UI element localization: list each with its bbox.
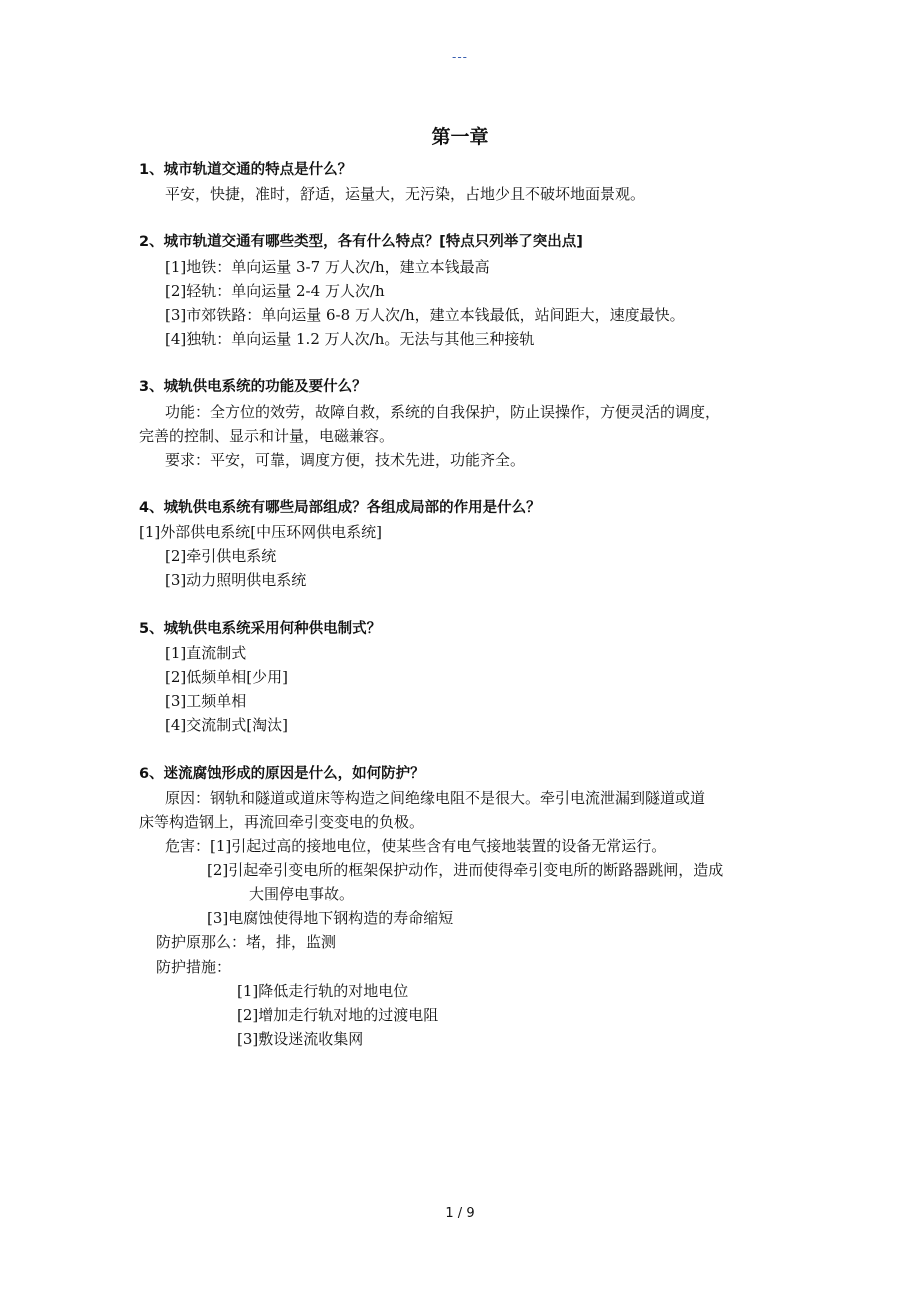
list-item: [3]动力照明供电系统 [165, 571, 307, 589]
list-item: [2]牵引供电系统 [165, 547, 277, 565]
harm-line-1: 危害：[1]引起过高的接地电位，使某些含有电气接地装置的设备无常运行。 [165, 837, 667, 855]
function-line-1: 功能：全方位的效劳，故障自救，系统的自我保护，防止误操作，方便灵活的调度， [165, 403, 721, 421]
answer-1: 平安，快捷，准时，舒适，运量大，无污染，占地少且不破坏地面景观。 [165, 185, 646, 203]
question-4: 4、城轨供电系统有哪些局部组成？各组成局部的作用是什么？ [139, 500, 541, 516]
list-item: [1]降低走行轨的对地电位 [237, 982, 409, 1000]
protection-measures-label: 防护措施： [156, 958, 232, 976]
list-item: [2]低频单相[少用] [165, 668, 288, 686]
list-item: [3]敷设迷流收集网 [237, 1030, 364, 1048]
list-item: [2]轻轨：单向运量 2-4 万人次/h [165, 282, 385, 300]
question-2: 2、城市轨道交通有哪些类型，各有什么特点？[特点只列举了突出点] [139, 234, 583, 250]
list-item: [2]增加走行轨对地的过渡电阻 [237, 1006, 439, 1024]
cause-line-2: 床等构造钢上，再流回牵引变变电的负极。 [139, 813, 425, 831]
list-item: [1]直流制式 [165, 644, 247, 662]
list-item: [1]地铁：单向运量 3-7 万人次/h，建立本钱最高 [165, 258, 490, 276]
cause-line-1: 原因：钢轨和隧道或道床等构造之间绝缘电阻不是很大。牵引电流泄漏到隧道或道 [165, 789, 706, 807]
list-item: [4]交流制式[淘汰] [165, 716, 288, 734]
protection-principle: 防护原那么：堵，排，监测 [156, 933, 337, 951]
function-line-2: 完善的控制、显示和计量，电磁兼容。 [139, 427, 395, 445]
list-item: [4]独轨：单向运量 1.2 万人次/h。无法与其他三种接轨 [165, 330, 535, 348]
chapter-title: 第一章 [431, 126, 489, 148]
harm-line-2: [2]引起牵引变电所的框架保护动作，进而使得牵引变电所的断路器跳闸，造成 [207, 861, 724, 879]
question-1: 1、城市轨道交通的特点是什么？ [139, 162, 353, 178]
question-3: 3、城轨供电系统的功能及要什么？ [139, 379, 367, 395]
question-6: 6、迷流腐蚀形成的原因是什么，如何防护？ [139, 766, 425, 782]
harm-line-3: [3]电腐蚀使得地下钢构造的寿命缩短 [207, 909, 454, 927]
harm-line-2-continued: 大围停电事故。 [249, 885, 355, 903]
list-item: [3]工频单相 [165, 692, 247, 710]
header-mark: --- [452, 50, 468, 64]
page-number: 1 / 9 [445, 1206, 475, 1221]
question-5: 5、城轨供电系统采用何种供电制式？ [139, 621, 382, 637]
requirement-line: 要求：平安，可靠，调度方便，技术先进，功能齐全。 [165, 451, 526, 469]
list-item: [1]外部供电系统[中压环网供电系统] [139, 523, 382, 541]
list-item: [3]市郊铁路：单向运量 6-8 万人次/h，建立本钱最低，站间距大，速度最快。 [165, 306, 685, 324]
